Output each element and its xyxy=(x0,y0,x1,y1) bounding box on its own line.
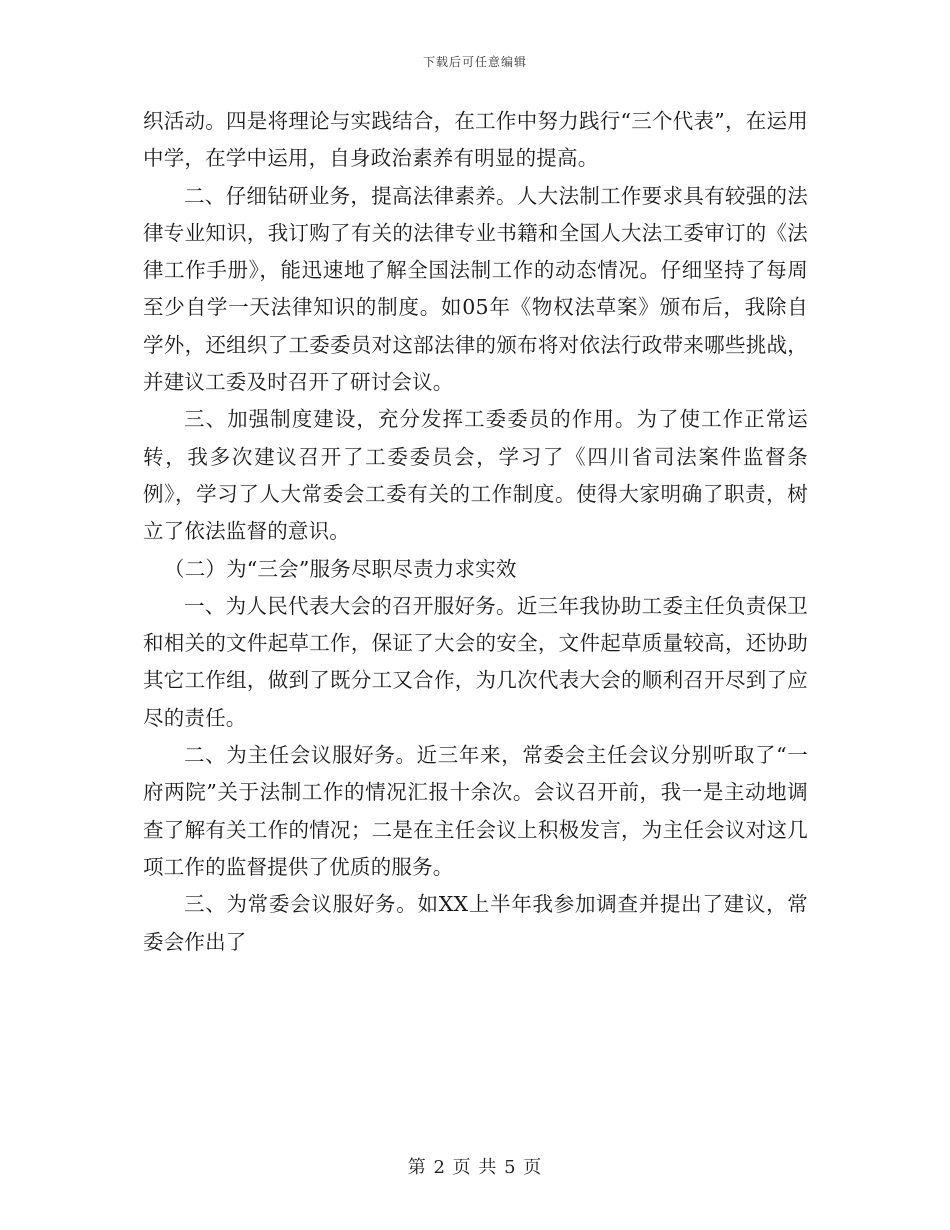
paragraph-system-building: 三、加强制度建设，充分发挥工委委员的作用。为了使工作正常运转，我多次建议召开了工委委员会，学习了《四川省司法案件监督条例》，学习了人大常委会工委有关的工作制度。使得大家明确了职责，树立了依法监督的意识。 xyxy=(143,407,808,544)
paragraph-legal-study: 二、仔细钻研业务，提高法律素养。人大法制工作要求具有较强的法律专业知识，我订购了有关的法律专业书籍和全国人大法工委审订的《法律工作手册》，能迅速地了解全国法制工作的动态情况。仔细坚持了每周至少自学一天法律知识的制度。如05年《物权法草案》颁布后，我除自学外，还组织了工委委员对这部法律的颁布将对依法行政带来哪些挑战，并建议工委及时召开了研讨会议。 xyxy=(143,183,808,395)
document-body xyxy=(143,103,808,961)
paragraph-continuation: 织活动。四是将理论与实践结合，在工作中努力践行“三个代表”，在运用中学，在学中运用，自身政治素养有明显的提高。 xyxy=(143,109,808,171)
paragraph-congress-service: 一、为人民代表大会的召开服好务。近三年我协助工委主任负责保卫和相关的文件起草工作，保证了大会的安全，文件起草质量较高，还协助其它工作组，做到了既分工又合作，为几次代表大会的顺利召开尽到了应尽的责任。 xyxy=(143,593,808,730)
section-subheading: （二）为“三会”服务尽职尽责力求实效 xyxy=(164,556,517,581)
paragraph-director-meeting: 二、为主任会议服好务。近三年来，常委会主任会议分别听取了“一府两院”关于法制工作的情况汇报十余次。会议召开前，我一是主动地调查了解有关工作的情况；二是在主任会议上积极发言，为主任会议对这几项工作的监督提供了优质的服务。 xyxy=(143,743,808,879)
page-header: 下载后可任意编辑 xyxy=(422,55,527,69)
page-number-footer: 第 2 页 共 5 页 xyxy=(407,1157,543,1178)
paragraph-standing-committee: 三、为常委会议服好务。如XX上半年我参加调查并提出了建议，常委会作出了 xyxy=(143,892,808,954)
